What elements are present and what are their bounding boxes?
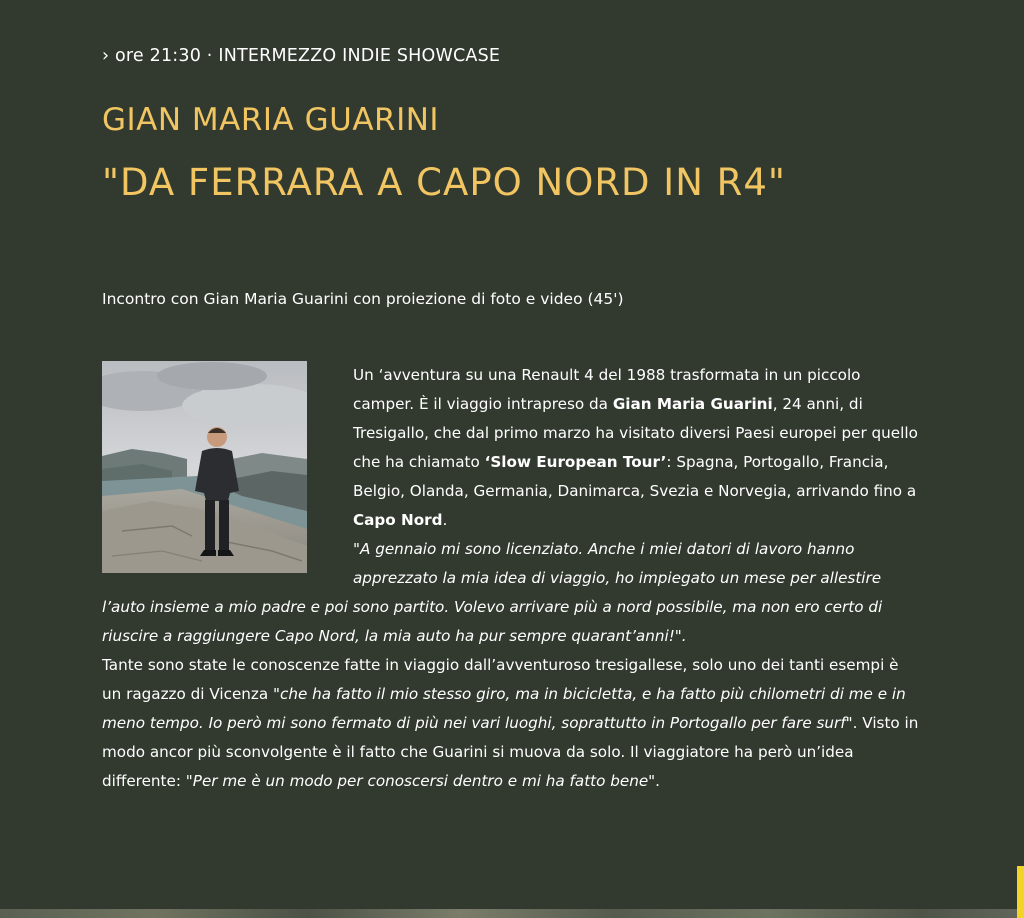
article-text: . — [442, 511, 448, 529]
article-bold-name: Gian Maria Guarini — [612, 395, 773, 413]
event-time-label: › ore 21:30 · INTERMEZZO INDIE SHOWCASE — [102, 46, 501, 66]
article-text: , 24 anni, di Tresigallo, che dal primo marzo ha visitato diversi Paesi europei per quello che ha chiamato — [353, 395, 918, 471]
event-intro: Incontro con Gian Maria Guarini con proiezione di foto e video (45') — [102, 290, 624, 308]
article-quote: "che ha fatto il mio stesso giro, ma in bicicletta, e ha fatto più chilometri di me e in meno tempo. Io però mi sono fermato di più nei vari luoghi, soprattutto in Portogallo per fare surf" — [102, 685, 906, 732]
article-quote: "Per me è un modo per conoscersi dentro e mi ha fatto bene" — [185, 772, 656, 790]
article-text: . Visto in modo ancor più sconvolgente è il fatto che Guarini si muova da solo. Il viaggiatore ha però un’idea differente: — [102, 714, 919, 790]
side-tab[interactable] — [1017, 866, 1024, 918]
article-bold-tour: ‘Slow European Tour’ — [484, 453, 667, 471]
traveler-photo-image — [102, 361, 307, 573]
traveler-photo — [102, 361, 307, 573]
article-text: Un ‘avventura su una Renault 4 del 1988 trasformata in un piccolo camper. È il viaggio intrapreso da — [353, 366, 861, 413]
article-text: . — [655, 772, 660, 790]
article-bold-place: Capo Nord — [353, 511, 443, 529]
article-text: : Spagna, Portogallo, Francia, Belgio, Olanda, Germania, Danimarca, Svezia e Norvegia, arrivando fino a — [353, 453, 917, 500]
event-title: "DA FERRARA A CAPO NORD IN R4" — [102, 161, 786, 204]
artist-name: GIAN MARIA GUARINI — [102, 102, 440, 138]
article-text: Tante sono state le conoscenze fatte in viaggio dall’avventuroso tresigallese, solo uno dei tanti esempi è un ragazzo di Vicenza — [102, 656, 899, 703]
bottom-image-strip — [0, 909, 1024, 918]
article-quote: "A gennaio mi sono licenziato. Anche i miei datori di lavoro hanno apprezzato la mia idea di viaggio, ho impiegato un mese per allestire l’auto insieme a mio padre e poi sono partito. Volevo arrivare più a nord possibile, ma non ero certo di riuscire a raggiungere Capo Nord, la mia auto ha pur sempre quarant’anni!". — [102, 540, 883, 645]
article-body — [102, 361, 922, 796]
